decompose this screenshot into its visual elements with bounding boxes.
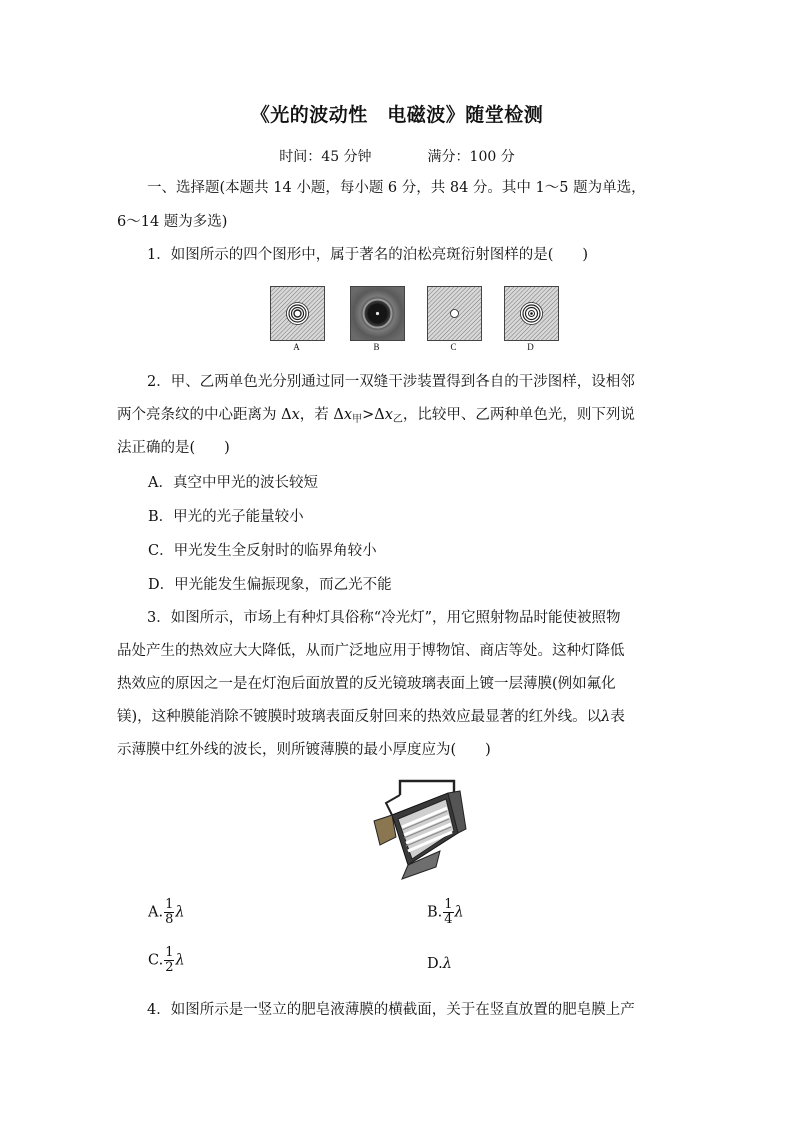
q3-opt-b-fraction — [443, 898, 453, 927]
question-3-option-b — [427, 898, 464, 932]
figure-b-label: B — [373, 342, 380, 352]
q2-text-gt: >Δ — [362, 407, 385, 423]
q2-text-c: ，若 Δ — [299, 407, 344, 423]
q2-var-x1: x — [291, 407, 300, 423]
question-3-line4 — [117, 701, 677, 734]
q3-opt-c-var: λ — [175, 952, 185, 969]
q2-sub-yi: 乙 — [392, 414, 403, 425]
question-3-option-c — [148, 946, 185, 980]
figure-c-bright-spot-pattern — [427, 286, 482, 341]
q2-text-i: ，比较甲、乙两种单色光，则下列说 — [402, 407, 635, 423]
q2-var-x2: x — [343, 407, 353, 423]
question-2-option-b: B．甲光的光子能量较小 — [148, 509, 304, 525]
question-2-line2 — [117, 399, 677, 436]
q3-opt-d-prefix: D. — [427, 956, 443, 972]
question-3-line3: 热效应的原因之一是在灯泡后面放置的反光镜玻璃表面上镀一层薄膜(例如氟化 — [117, 676, 616, 692]
q3-opt-a-fraction — [164, 898, 174, 927]
q3-opt-b-var: λ — [454, 904, 464, 921]
q3-opt-a-num: 1 — [165, 897, 174, 912]
q2-sub-jia: 甲 — [352, 414, 363, 425]
q3-line4-text: 镁)，这种膜能消除不镀膜时玻璃表面反射回来的热效应最显著的红外线。以 — [117, 709, 602, 725]
question-3-line2: 品处产生的热效应大大降低，从而广泛地应用于博物馆、商店等处。这种灯降低 — [117, 643, 625, 659]
question-2-line3: 法正确的是( ) — [117, 440, 230, 456]
question-3-line5: 示薄膜中红外线的波长，则所镀薄膜的最小厚度应为( ) — [117, 742, 491, 758]
figure-c-label: C — [450, 342, 457, 352]
full-score: 满分：100 分 — [427, 149, 515, 165]
q3-opt-c-fraction — [164, 946, 174, 975]
figure-a-label: A — [293, 342, 300, 352]
question-2-option-a: A．真空中甲光的波长较短 — [148, 475, 318, 491]
time-limit: 时间：45 分钟 — [279, 149, 372, 165]
question-4-line1: 4．如图所示是一竖立的肥皂液薄膜的横截面，关于在竖直放置的肥皂膜上产 — [147, 1002, 635, 1018]
section-heading-line1: 一、选择题(本题共 14 小题，每小题 6 分，共 84 分。其中 1～5 题为单选， — [147, 180, 646, 196]
q3-opt-b-den: 4 — [444, 912, 453, 927]
q3-lambda: λ — [601, 709, 611, 725]
q3-opt-d-var: λ — [442, 956, 452, 972]
q3-opt-c-prefix: C. — [148, 952, 164, 969]
q3-opt-a-den: 8 — [165, 912, 174, 927]
question-2-option-d: D．甲光能发生偏振现象，而乙光不能 — [148, 577, 392, 593]
q3-opt-b-num: 1 — [444, 897, 453, 912]
figure-d-label: D — [527, 342, 534, 352]
question-3-option-d — [427, 956, 452, 990]
figure-a-rings-pattern — [270, 286, 325, 341]
question-3-option-a — [148, 898, 185, 932]
stage-lamp-image — [362, 775, 474, 887]
exam-meta — [0, 146, 794, 166]
figure-d-rings-dot-pattern — [504, 286, 559, 341]
question-2-option-c: C．甲光发生全反射时的临界角较小 — [148, 543, 377, 559]
page-title: 《光的波动性 电磁波》随堂检测 — [250, 104, 544, 126]
q3-line4-end: 表 — [610, 709, 625, 725]
q3-opt-b-prefix: B. — [427, 904, 443, 921]
question-1-figures — [270, 286, 560, 356]
question-2-line1: 2．甲、乙两单色光分别通过同一双缝干涉装置得到各自的干涉图样，设相邻 — [147, 374, 635, 390]
question-1-text: 1．如图所示的四个图形中，属于著名的泊松亮斑衍射图样的是( ) — [147, 247, 589, 263]
q3-opt-a-prefix: A. — [148, 904, 164, 921]
figure-b-dark-disk-pattern — [350, 286, 405, 341]
q2-var-x3: x — [384, 407, 393, 423]
section-heading-line2: 6～14 题为多选) — [117, 214, 228, 230]
q2-text-a: 两个亮条纹的中心距离为 Δ — [117, 407, 292, 423]
q3-opt-a-var: λ — [175, 904, 185, 921]
q3-opt-c-num: 1 — [165, 945, 174, 960]
question-3-line1: 3．如图所示，市场上有种灯具俗称“冷光灯”，用它照射物品时能使被照物 — [147, 610, 621, 626]
q3-opt-c-den: 2 — [165, 960, 174, 975]
